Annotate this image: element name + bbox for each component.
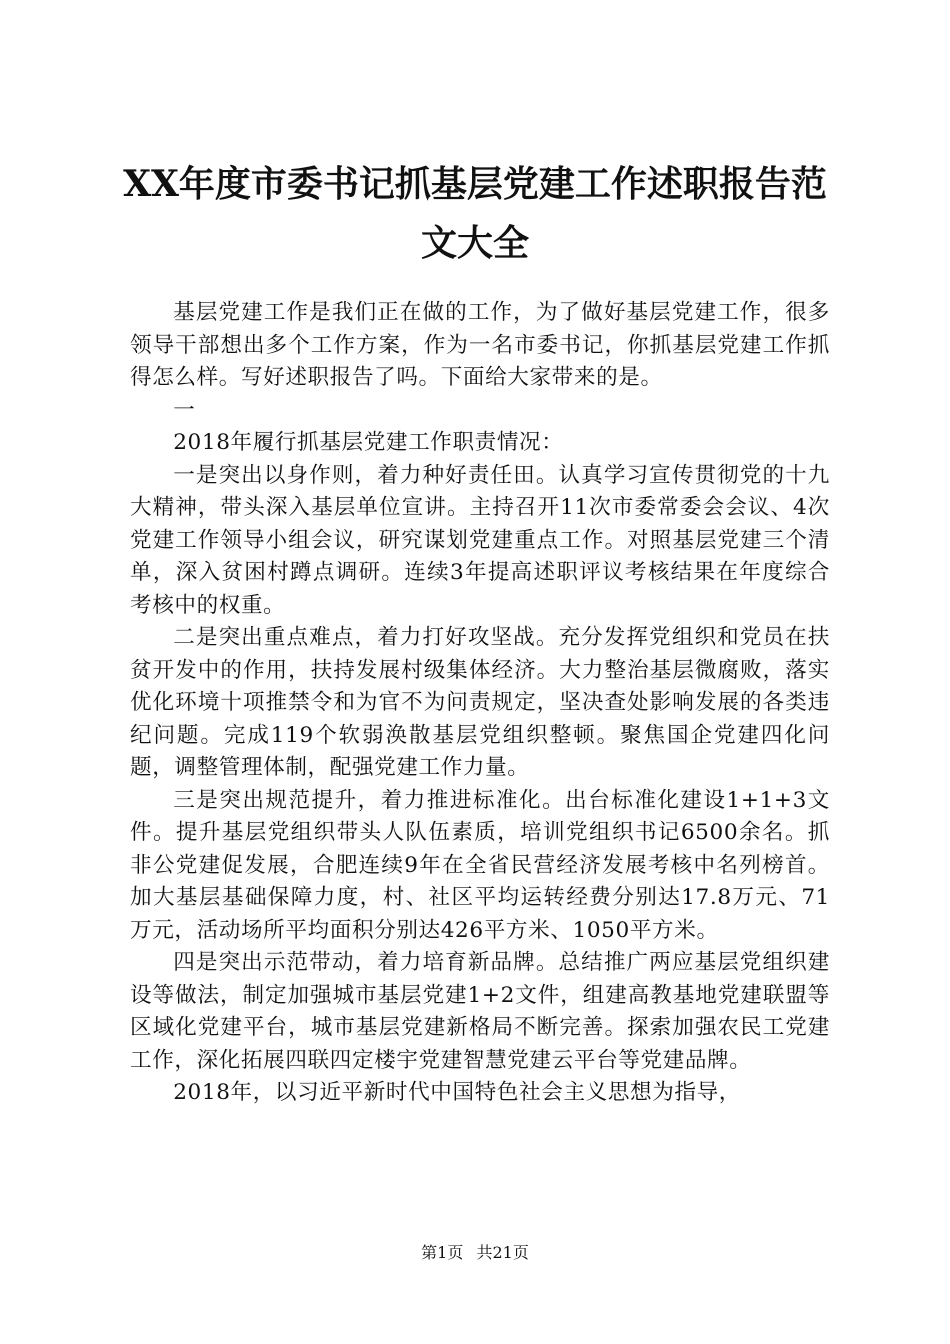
document-title-line-2: 文大全 bbox=[420, 222, 529, 264]
page-footer bbox=[0, 1243, 950, 1263]
paragraph-intro: 基层党建工作是我们正在做的工作，为了做好基层党建工作，很多领导干部想出多个工作方案，作为一名市委书记，你抓基层党建工作抓得怎么样。写好述职报告了吗。下面给大家带来的是。 bbox=[130, 300, 830, 390]
paragraph-point-1: 一是突出以身作则，着力种好责任田。认真学习宣传贯彻党的十九大精神，带头深入基层单位宣讲。主持召开11次市委常委会会议、4次党建工作领导小组会议，研究谋划党建重点工作。对照基层党建三个清单，深入贫困村蹲点调研。连续3年提高述职评议考核结果在年度综合考核中的权重。 bbox=[130, 462, 830, 618]
page-number: 第1页 bbox=[421, 1243, 464, 1262]
paragraph-closing: 2018年，以习近平新时代中国特色社会主义思想为指导， bbox=[173, 1080, 741, 1105]
paragraph-section-number: 一 bbox=[173, 397, 196, 423]
page-total: 共21页 bbox=[476, 1243, 529, 1262]
document-title-line-1: XX年度市委书记抓基层党建工作述职报告范 bbox=[123, 163, 827, 205]
paragraph-heading: 2018年履行抓基层党建工作职责情况： bbox=[173, 430, 564, 455]
document-body bbox=[130, 297, 830, 1110]
paragraph-point-2: 二是突出重点难点，着力打好攻坚战。充分发挥党组织和党员在扶贫开发中的作用，扶持发展村级集体经济。大力整治基层微腐败，落实优化环境十项推禁令和为官不为问责规定，坚决查处影响发展的各类违纪问题。完成119个软弱涣散基层党组织整顿。聚焦国企党建四化问题，调整管理体制，配强党建工作力量。 bbox=[130, 625, 830, 780]
paragraph-point-4: 四是突出示范带动，着力培育新品牌。总结推广两应基层党组织建设等做法，制定加强城市基层党建1+2文件，组建高教基地党建联盟等区域化党建平台，城市基层党建新格局不断完善。探索加强农民工党建工作，深化拓展四联四定楼宇党建智慧党建云平台等党建品牌。 bbox=[130, 950, 830, 1073]
paragraph-point-3: 三是突出规范提升，着力推进标准化。出台标准化建设1+1+3文件。提升基层党组织带头人队伍素质，培训党组织书记6500余名。抓非公党建促发展，合肥连续9年在全省民营经济发展考核中名列榜首。加大基层基础保障力度，村、社区平均运转经费分别达17.8万元、71万元，活动场所平均面积分别达426平方米、1050平方米。 bbox=[130, 787, 830, 943]
